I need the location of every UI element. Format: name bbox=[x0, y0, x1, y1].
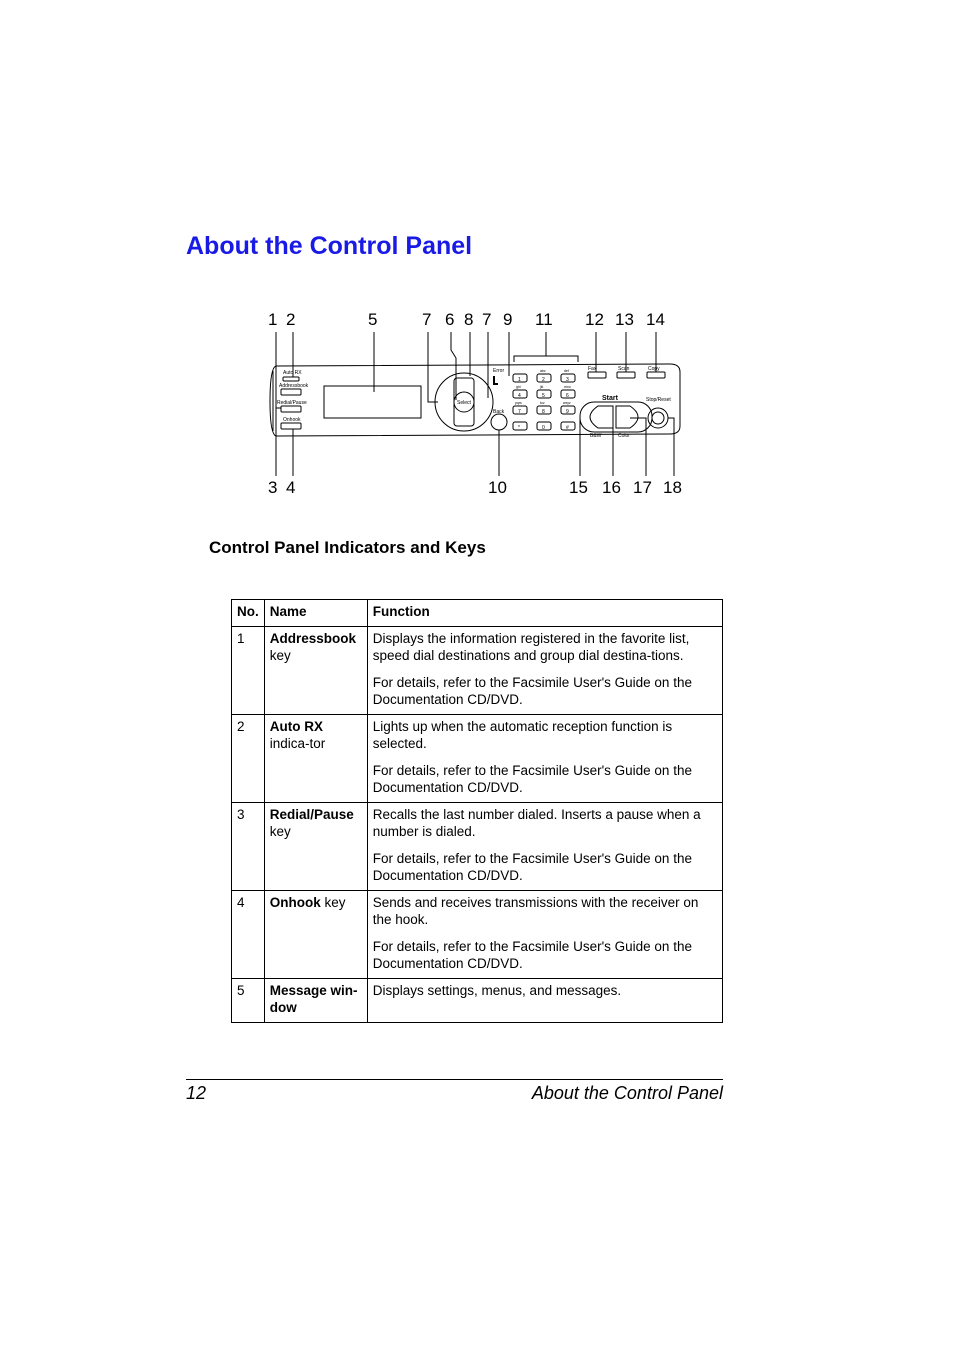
function-text: Lights up when the automatic reception function is selected. bbox=[372, 718, 673, 751]
column-header-name: Name bbox=[264, 600, 367, 627]
callout-number: 8 bbox=[464, 310, 474, 329]
row-name-bold: Auto RX bbox=[269, 718, 323, 734]
callout-number: 18 bbox=[663, 478, 682, 497]
table-header-row bbox=[232, 600, 723, 627]
row-number: 2 bbox=[232, 714, 265, 802]
scan-label: Scan bbox=[618, 366, 630, 372]
keypad-letters: pqrs bbox=[515, 401, 522, 405]
keypad-key: * bbox=[518, 425, 520, 431]
keypad-key: # bbox=[566, 425, 569, 431]
callout-number: 9 bbox=[503, 310, 513, 329]
copy-label: Copy bbox=[648, 366, 660, 372]
error-label: Error bbox=[493, 368, 505, 374]
keypad-key: 4 bbox=[518, 393, 521, 399]
stop-reset-label: Stop/Reset bbox=[646, 397, 671, 403]
onhook-key bbox=[281, 423, 301, 429]
function-text: Recalls the last number dialed. Inserts a pause when a number is dialed. bbox=[372, 806, 701, 839]
row-name bbox=[264, 626, 367, 714]
callout-number: 1 bbox=[268, 310, 278, 329]
row-name-bold: Addressbook bbox=[269, 630, 357, 646]
column-header-function: Function bbox=[367, 600, 722, 627]
keypad-key: 2 bbox=[542, 377, 545, 383]
row-function bbox=[367, 626, 722, 714]
keypad-key: 9 bbox=[566, 409, 569, 415]
start-bw-key bbox=[590, 406, 613, 428]
function-text: For details, refer to the Facsimile User's Guide on the Documentation CD/DVD. bbox=[372, 938, 692, 971]
callout-number: 15 bbox=[569, 478, 588, 497]
callout-number: 16 bbox=[602, 478, 621, 497]
onhook-label: Onhook bbox=[283, 417, 301, 423]
start-label: Start bbox=[602, 395, 618, 402]
keypad-key: 6 bbox=[566, 393, 569, 399]
table-row bbox=[232, 802, 723, 890]
fax-key bbox=[588, 372, 606, 378]
keypad-letters: abc bbox=[540, 369, 546, 373]
row-number: 3 bbox=[232, 802, 265, 890]
row-function bbox=[367, 890, 722, 978]
back-label: Back bbox=[493, 409, 505, 415]
keypad-letters: mno bbox=[564, 385, 571, 389]
function-text: For details, refer to the Facsimile User's Guide on the Documentation CD/DVD. bbox=[372, 850, 692, 883]
keypad-key: 5 bbox=[542, 393, 545, 399]
callout-number: 3 bbox=[268, 478, 278, 497]
start-color-key bbox=[616, 406, 638, 428]
keypad-letters: wxyz bbox=[563, 401, 571, 405]
keypad-letters: ghi bbox=[516, 385, 521, 389]
row-name-rest: indica-tor bbox=[269, 736, 326, 751]
row-name-bold: Message win-dow bbox=[269, 982, 358, 1015]
callout-number: 12 bbox=[585, 310, 604, 329]
row-number: 1 bbox=[232, 626, 265, 714]
scan-key bbox=[617, 372, 635, 378]
footer-running-title: About the Control Panel bbox=[531, 1083, 723, 1103]
function-text: Displays settings, menus, and messages. bbox=[372, 982, 622, 998]
color-label: Color bbox=[618, 433, 630, 439]
function-text: For details, refer to the Facsimile User's Guide on the Documentation CD/DVD. bbox=[372, 674, 692, 707]
addressbook-key bbox=[281, 389, 301, 395]
callout-number: 7 bbox=[422, 310, 432, 329]
page-title: About the Control Panel bbox=[186, 232, 473, 260]
row-name-rest: key bbox=[269, 824, 291, 839]
row-name bbox=[264, 890, 367, 978]
select-label: Select bbox=[457, 400, 471, 406]
row-name bbox=[264, 802, 367, 890]
footer-rule bbox=[186, 1079, 723, 1080]
row-function bbox=[367, 714, 722, 802]
function-text: Sends and receives transmissions with the receiver on the hook. bbox=[372, 894, 699, 927]
fax-label: Fax bbox=[588, 366, 597, 372]
callout-number: 5 bbox=[368, 310, 378, 329]
redial-pause-label: Redial/Pause bbox=[277, 400, 307, 406]
control-panel-keys-table bbox=[231, 599, 723, 1023]
table-row bbox=[232, 890, 723, 978]
row-name bbox=[264, 978, 367, 1022]
control-panel-drawing bbox=[262, 306, 692, 502]
keypad-key: 8 bbox=[542, 409, 545, 415]
table-row bbox=[232, 978, 723, 1022]
keypad-key: 3 bbox=[566, 377, 569, 383]
row-name-bold: Onhook bbox=[269, 894, 321, 910]
callout-number: 6 bbox=[445, 310, 455, 329]
row-name-rest: key bbox=[269, 648, 291, 663]
column-header-no: No. bbox=[232, 600, 265, 627]
row-number: 5 bbox=[232, 978, 265, 1022]
footer-page-number: 12 bbox=[186, 1083, 207, 1103]
row-name-bold: Redial/Pause bbox=[269, 806, 354, 822]
callout-number: 11 bbox=[535, 310, 553, 329]
row-name-rest: key bbox=[320, 894, 346, 910]
control-panel-figure bbox=[262, 306, 692, 502]
auto-rx-label: Auto RX bbox=[283, 370, 302, 376]
copy-key bbox=[647, 372, 665, 378]
keypad-letters: def bbox=[564, 369, 569, 373]
callout-number: 10 bbox=[488, 478, 507, 497]
table-row bbox=[232, 714, 723, 802]
callout-number: 4 bbox=[286, 478, 296, 497]
row-name bbox=[264, 714, 367, 802]
stop-reset-key bbox=[648, 408, 668, 428]
section-title: Control Panel Indicators and Keys bbox=[209, 538, 486, 557]
callout-number: 17 bbox=[633, 478, 652, 497]
row-function bbox=[367, 802, 722, 890]
callout-number: 13 bbox=[615, 310, 634, 329]
addressbook-label: Addressbook bbox=[279, 383, 309, 389]
keypad-key: 1 bbox=[518, 377, 521, 383]
message-window bbox=[324, 386, 421, 418]
table-row bbox=[232, 626, 723, 714]
function-text: Displays the information registered in the favorite list, speed dial destinations and group dial destina-tions. bbox=[372, 630, 690, 663]
auto-rx-indicator bbox=[283, 377, 299, 381]
callout-number: 7 bbox=[482, 310, 492, 329]
callout-number: 2 bbox=[286, 310, 296, 329]
redial-pause-key bbox=[281, 406, 301, 412]
back-key bbox=[491, 414, 507, 430]
function-text: For details, refer to the Facsimile User's Guide on the Documentation CD/DVD. bbox=[372, 762, 692, 795]
row-function bbox=[367, 978, 722, 1022]
keypad-letters: jkl bbox=[540, 385, 544, 389]
callout-number: 14 bbox=[646, 310, 665, 329]
keypad-letters: tuv bbox=[540, 401, 545, 405]
keypad-key: 7 bbox=[518, 409, 521, 415]
row-number: 4 bbox=[232, 890, 265, 978]
keypad-key: 0 bbox=[542, 425, 545, 431]
bw-label: B&W bbox=[590, 433, 602, 439]
